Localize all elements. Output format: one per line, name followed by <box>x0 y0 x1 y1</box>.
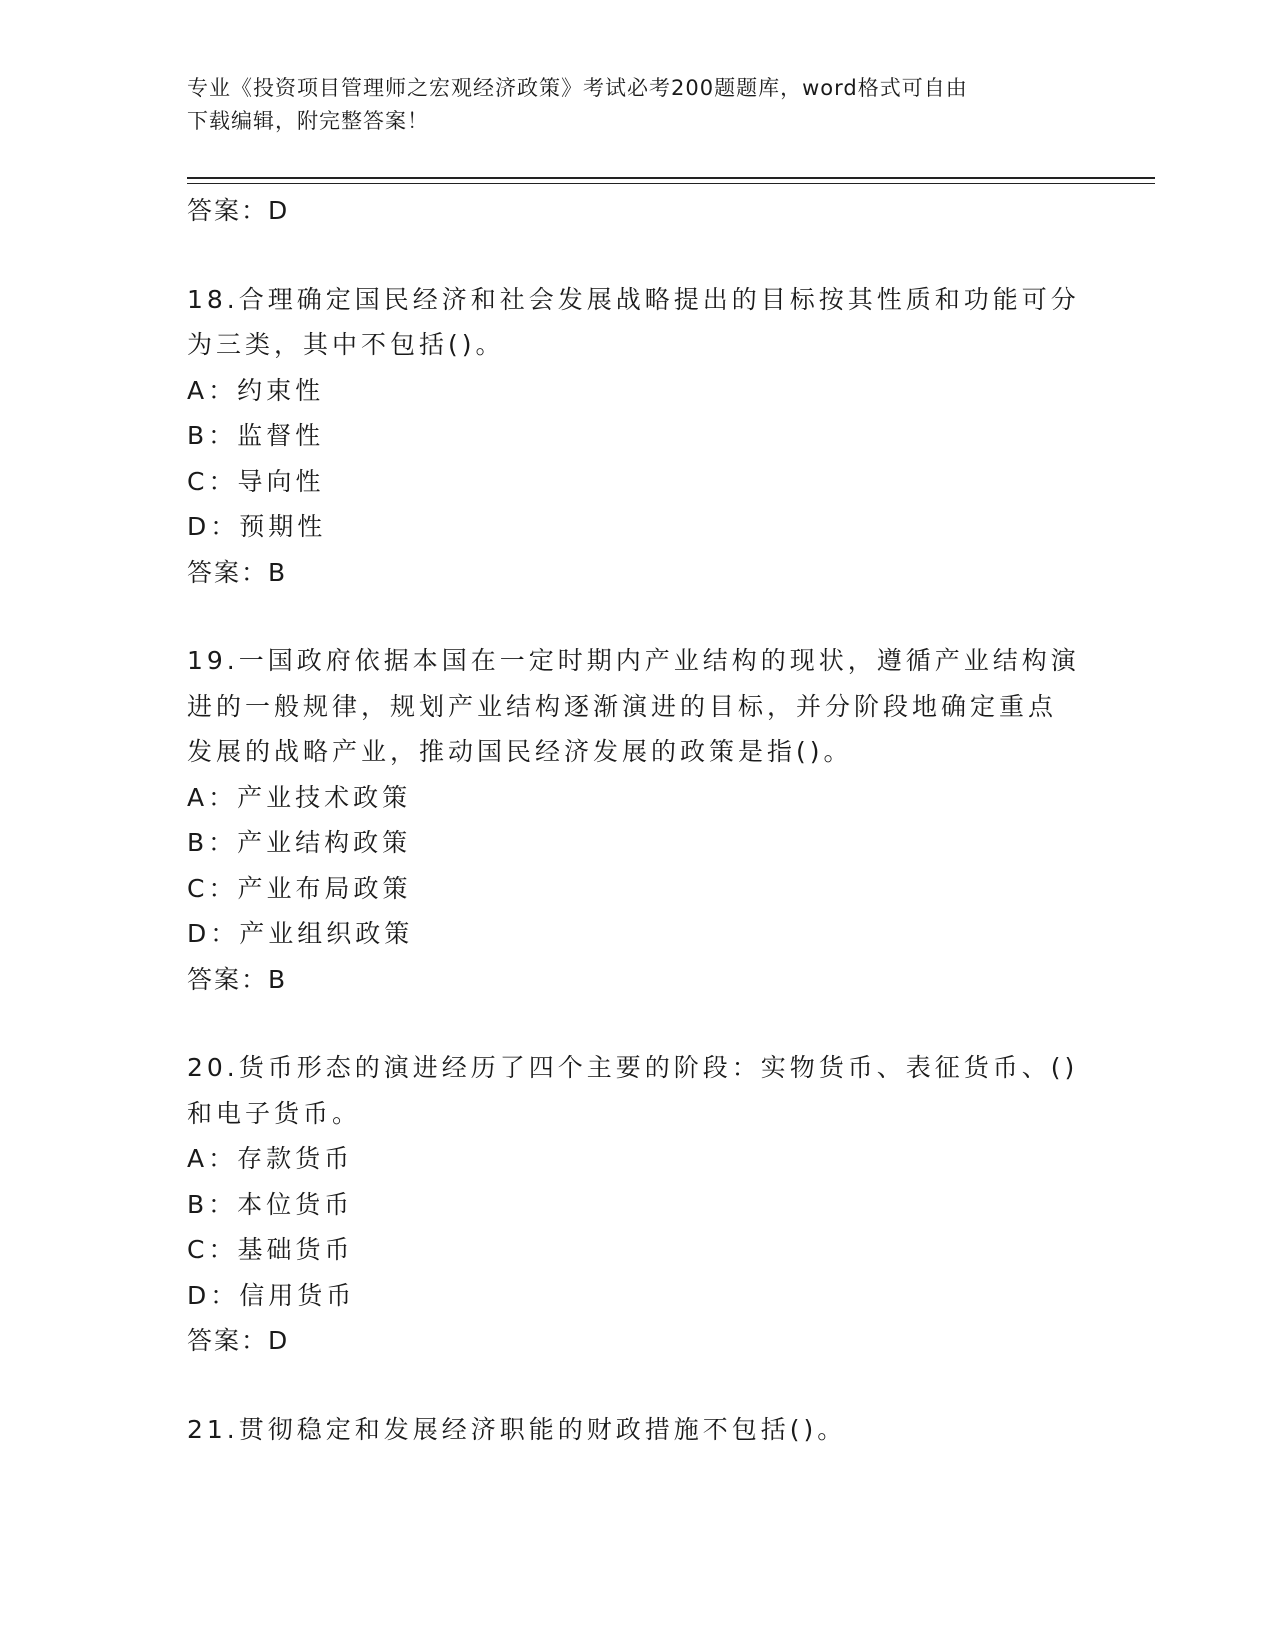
question-text-line: 20.货币形态的演进经历了四个主要的阶段：实物货币、表征货币、() <box>187 1053 1079 1082</box>
option-b: B：产业结构政策 <box>187 828 412 857</box>
question-text-line: 18.合理确定国民经济和社会发展战略提出的目标按其性质和功能可分 <box>187 284 1080 314</box>
question-text-line: 和电子货币。 <box>187 1098 362 1128</box>
question-19 <box>187 638 1087 1002</box>
header-divider-thin <box>187 183 1155 184</box>
option-d: D：信用货币 <box>187 1280 356 1310</box>
option-a: A：约束性 <box>187 375 325 405</box>
header-divider-thick <box>187 177 1155 179</box>
question-18 <box>187 277 1087 596</box>
question-text-line: 发展的战略产业，推动国民经济发展的政策是指()。 <box>187 737 853 766</box>
document-header <box>187 72 1067 138</box>
spacer <box>187 595 1087 638</box>
answer: 答案：B <box>187 964 288 994</box>
option-c: C：基础货币 <box>187 1235 354 1264</box>
question-text-line: 为三类，其中不包括()。 <box>187 330 505 359</box>
option-c: C：产业布局政策 <box>187 873 412 903</box>
question-21 <box>187 1407 1087 1453</box>
question-list <box>187 188 1087 1452</box>
option-a: A：存款货币 <box>187 1144 354 1173</box>
option-d: D：预期性 <box>187 512 327 541</box>
option-a: A：产业技术政策 <box>187 782 412 812</box>
question-20 <box>187 1045 1087 1364</box>
option-b: B：监督性 <box>187 421 325 450</box>
answer: 答案：D <box>187 1326 290 1355</box>
option-c: C：导向性 <box>187 466 325 496</box>
header-line-1: 专业《投资项目管理师之宏观经济政策》考试必考200题题库，word格式可自由 <box>187 76 968 100</box>
question-text-line: 19.一国政府依据本国在一定时期内产业结构的现状，遵循产业结构演 <box>187 646 1080 675</box>
spacer <box>187 234 1087 277</box>
option-d: D：产业组织政策 <box>187 919 414 948</box>
spacer <box>187 1002 1087 1045</box>
previous-answer: 答案：D <box>187 196 290 225</box>
question-text-line: 21.贯彻稳定和发展经济职能的财政措施不包括()。 <box>187 1414 847 1444</box>
spacer <box>187 1364 1087 1407</box>
answer: 答案：B <box>187 557 288 587</box>
question-text-line: 进的一般规律，规划产业结构逐渐演进的目标，并分阶段地确定重点 <box>187 691 1058 721</box>
option-b: B：本位货币 <box>187 1189 354 1219</box>
header-line-2: 下载编辑，附完整答案！ <box>187 109 429 133</box>
